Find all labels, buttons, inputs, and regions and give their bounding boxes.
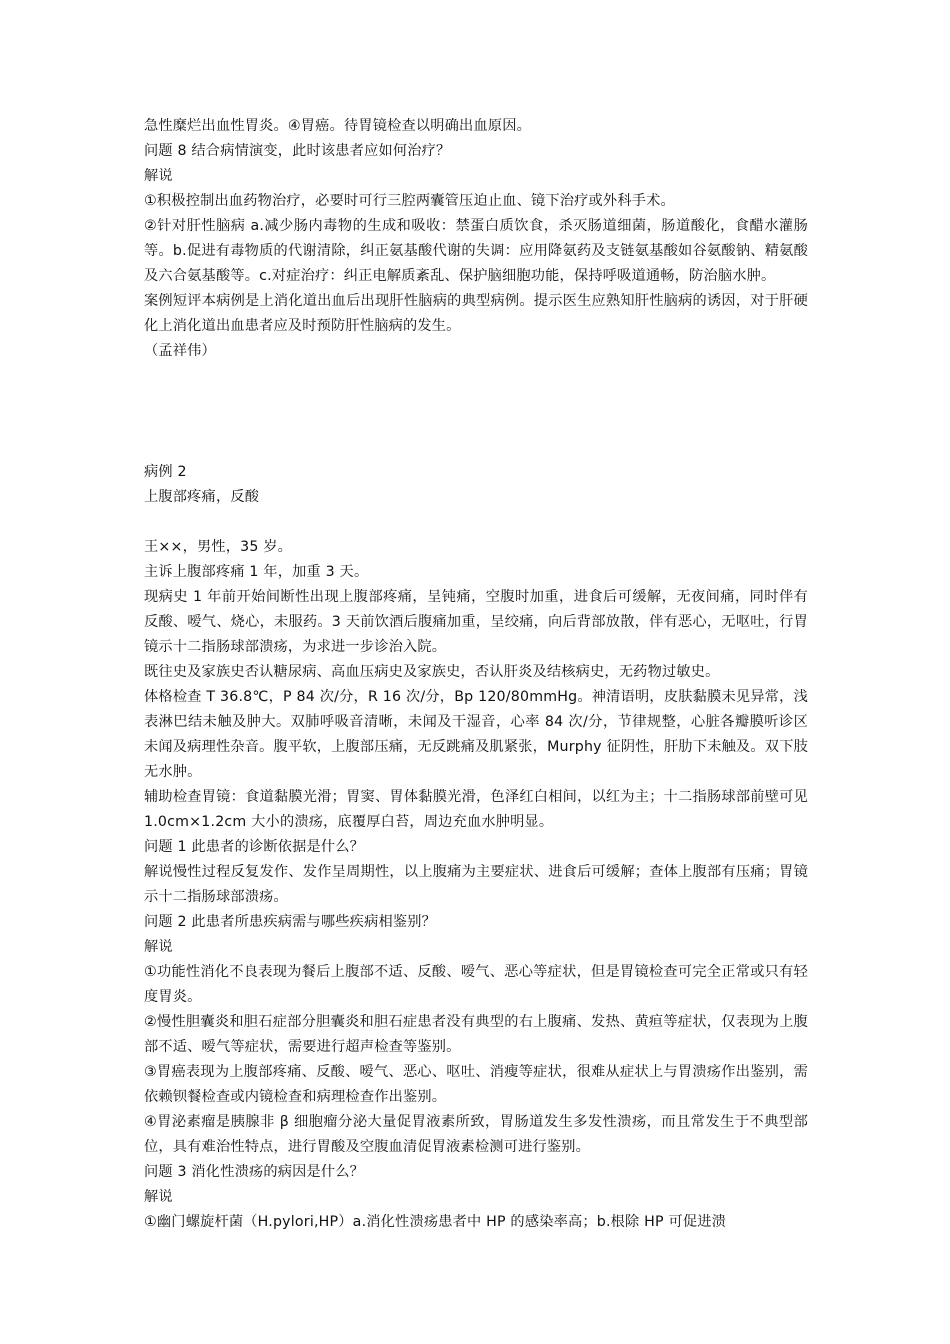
auxiliary-exam: 辅助检查胃镜：食道黏膜光滑；胃窦、胃体黏膜光滑，色泽红白相间，以红为主；十二指肠球部前壁可见 1.0cm×1.2cm 大小的溃疡，底覆厚白苔，周边充血水肿明显。 bbox=[144, 789, 808, 830]
treatment-encephalopathy: ②针对肝性脑病 a.减少肠内毒物的生成和吸收：禁蛋白质饮食，杀灭肠道细菌，肠道酸化，食醋水灌肠等。b.促进有毒物质的代谢清除，纠正氨基酸代谢的失调：应用降氨药及支链氨基酸如谷氨酸钠、精氨酸及六合氨基酸等。c.对症治疗：纠正电解质紊乱、保护脑细胞功能，保持呼吸道通畅，防治脑水肿。 bbox=[144, 218, 808, 284]
author: （孟祥伟） bbox=[144, 343, 216, 359]
explanation-heading: 解说 bbox=[144, 168, 173, 184]
differential-4: ④胃泌素瘤是胰腺非 β 细胞瘤分泌大量促胃液素所致，胃肠道发生多发性溃疡，而且常发生于不典型部位，具有难治性特点，进行胃酸及空腹血清促胃液素检测可进行鉴别。 bbox=[144, 1114, 808, 1155]
question-2: 问题 2 此患者所患疾病需与哪些疾病相鉴别？ bbox=[144, 914, 437, 930]
question-1: 问题 1 此患者的诊断依据是什么？ bbox=[144, 839, 365, 855]
explanation-heading-2: 解说 bbox=[144, 939, 173, 955]
differential-1: ①功能性消化不良表现为餐后上腹部不适、反酸、嗳气、恶心等症状，但是胃镜检查可完全正常或只有轻度胃炎。 bbox=[144, 964, 808, 1005]
question-8: 问题 8 结合病情演变，此时该患者应如何治疗？ bbox=[144, 143, 451, 159]
past-history: 既往史及家族史否认糖尿病、高血压病史及家族史，否认肝炎及结核病史，无药物过敏史。 bbox=[144, 664, 720, 680]
physical-exam: 体格检查 T 36.8℃，P 84 次/分，R 16 次/分，Bp 120/80mmHg。神清语明，皮肤黏膜未见异常，浅表淋巴结未触及肿大。双肺呼吸音清晰，未闻及干湿音，心率 84 次/分，节律规整，心脏各瓣膜听诊区未闻及病理性杂音。腹平软，上腹部压痛，无反跳痛及肌紧张，Murphy 征阴性，肝肋下未触及。双下肢无水肿。 bbox=[144, 689, 808, 780]
case-number: 病例 2 bbox=[144, 464, 187, 480]
present-history: 现病史 1 年前开始间断性出现上腹部疼痛，呈钝痛，空腹时加重，进食后可缓解，无夜间痛，同时伴有反酸、嗳气、烧心，未服药。3 天前饮酒后腹痛加重，呈绞痛，向后背部放散，伴有恶心，无呕吐，行胃镜示十二指肠球部溃疡，为求进一步诊治入院。 bbox=[144, 589, 808, 655]
explanation-heading-3: 解说 bbox=[144, 1189, 173, 1205]
spacer bbox=[144, 510, 808, 535]
question-3: 问题 3 消化性溃疡的病因是什么？ bbox=[144, 1164, 365, 1180]
differential-line: 急性糜烂出血性胃炎。④胃癌。待胃镜检查以明确出血原因。 bbox=[144, 118, 531, 134]
differential-3: ③胃癌表现为上腹部疼痛、反酸、嗳气、恶心、呕吐、消瘦等症状，很难从症状上与胃溃疡作出鉴别，需依赖钡餐检查或内镜检查和病理检查作出鉴别。 bbox=[144, 1064, 808, 1105]
case-review: 案例短评本病例是上消化道出血后出现肝性脑病的典型病例。提示医生应熟知肝性脑病的诱因，对于肝硬化上消化道出血患者应及时预防肝性脑病的发生。 bbox=[144, 293, 808, 334]
case-2 bbox=[144, 460, 808, 1235]
treatment-bleeding: ①积极控制出血药物治疗，必要时可行三腔两囊管压迫止血、镜下治疗或外科手术。 bbox=[144, 193, 675, 209]
differential-2: ②慢性胆囊炎和胆石症部分胆囊炎和胆石症患者没有典型的右上腹痛、发热、黄疸等症状，仅表现为上腹部不适、嗳气等症状，需要进行超声检查等鉴别。 bbox=[144, 1014, 808, 1055]
answer-1: 解说慢性过程反复发作、发作呈周期性，以上腹痛为主要症状、进食后可缓解；查体上腹部有压痛；胃镜示十二指肠球部溃疡。 bbox=[144, 864, 808, 905]
case-title: 上腹部疼痛，反酸 bbox=[144, 489, 260, 505]
patient-info: 王××，男性，35 岁。 bbox=[144, 539, 293, 555]
chief-complaint: 主诉上腹部疼痛 1 年，加重 3 天。 bbox=[144, 564, 369, 580]
cause-1: ①幽门螺旋杆菌（H.pylori,HP）a.消化性溃疡患者中 HP 的感染率高；b.根除 HP 可促进溃 bbox=[144, 1214, 727, 1230]
case-1-continuation bbox=[144, 114, 808, 364]
